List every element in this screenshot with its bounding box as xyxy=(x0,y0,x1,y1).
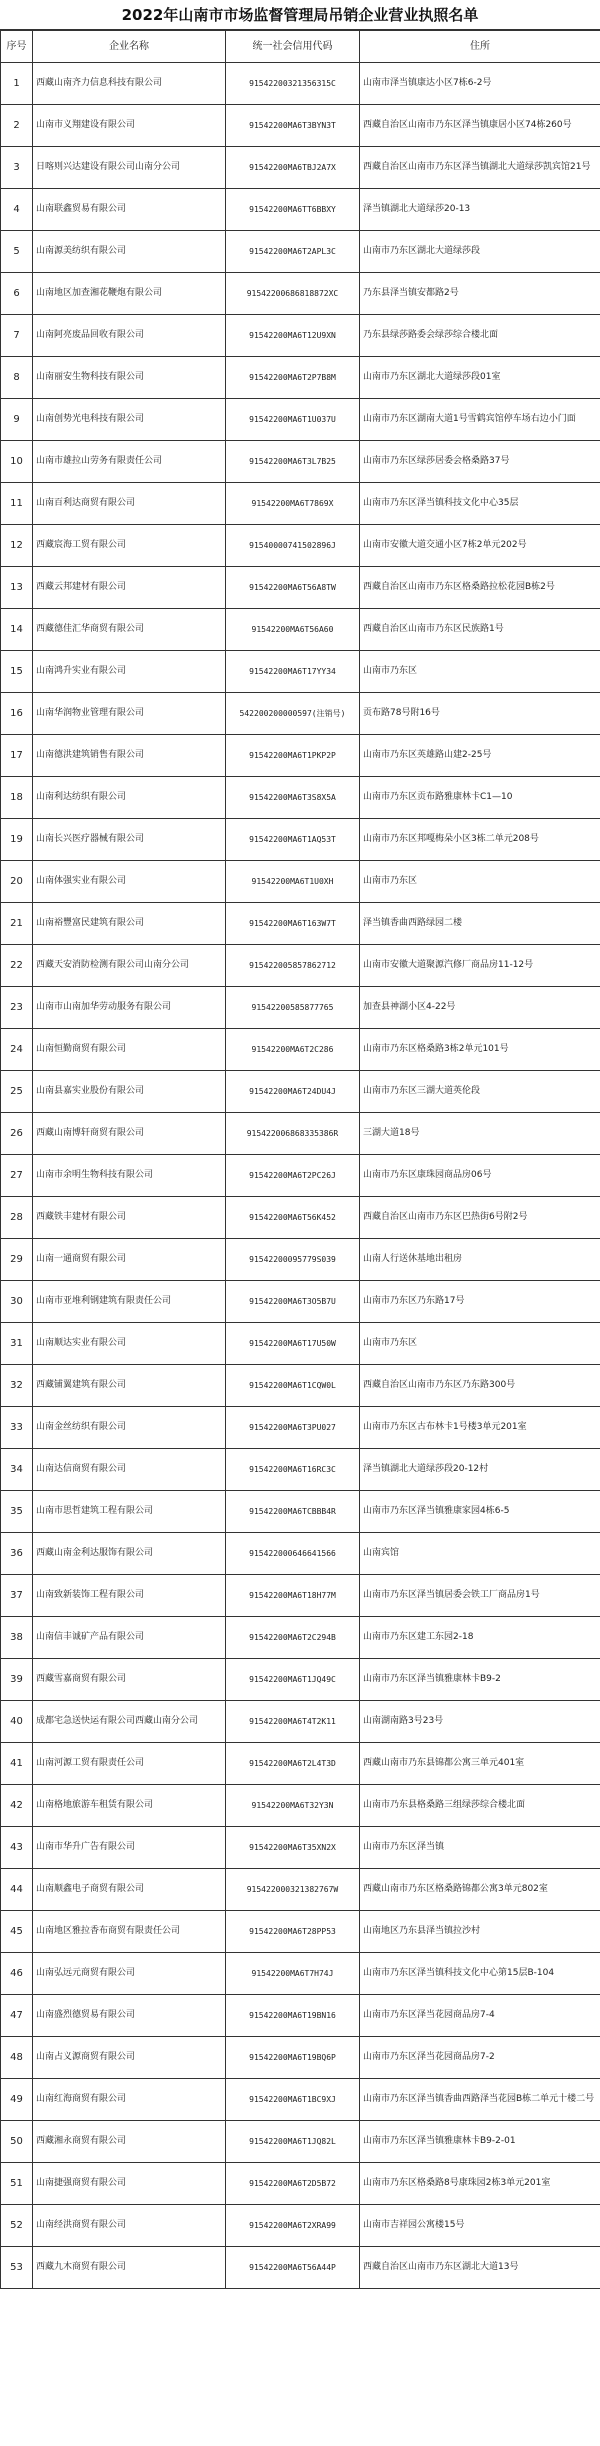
credit-code-cell: 91542200MA6T28PP53 xyxy=(226,1911,360,1953)
company-name-cell: 山南县嘉实业股份有限公司 xyxy=(33,1071,226,1113)
company-name-cell: 山南恒勤商贸有限公司 xyxy=(33,1029,226,1071)
company-name-cell: 西藏铺翼建筑有限公司 xyxy=(33,1365,226,1407)
address-cell: 贡布路78号附16号 xyxy=(360,693,600,735)
credit-code-cell: 91542200MA6T1PKP2P xyxy=(226,735,360,777)
serial-number-cell: 34 xyxy=(1,1449,33,1491)
company-name-cell: 山南红海商贸有限公司 xyxy=(33,2079,226,2121)
credit-code-cell: 91542200MA6T2XRA99 xyxy=(226,2205,360,2247)
company-name-cell: 西藏雪嘉商贸有限公司 xyxy=(33,1659,226,1701)
serial-number-cell: 45 xyxy=(1,1911,33,1953)
serial-number-cell: 23 xyxy=(1,987,33,1029)
company-name-cell: 山南德洪建筑销售有限公司 xyxy=(33,735,226,777)
credit-code-cell: 91542200MA6T35XN2X xyxy=(226,1827,360,1869)
serial-number-cell: 36 xyxy=(1,1533,33,1575)
company-name-cell: 山南创势光电科技有限公司 xyxy=(33,399,226,441)
table-header-row xyxy=(1,31,600,63)
serial-number-cell: 37 xyxy=(1,1575,33,1617)
table-row xyxy=(1,2079,600,2121)
company-name-cell: 山南顺达实业有限公司 xyxy=(33,1323,226,1365)
serial-number-cell: 27 xyxy=(1,1155,33,1197)
serial-number-cell: 10 xyxy=(1,441,33,483)
address-cell: 乃东县泽当镇安都路2号 xyxy=(360,273,600,315)
company-name-cell: 山南金丝纺织有限公司 xyxy=(33,1407,226,1449)
credit-code-cell: 91542200095779S039 xyxy=(226,1239,360,1281)
table-row xyxy=(1,1407,600,1449)
table-row xyxy=(1,651,600,693)
table-row xyxy=(1,1449,600,1491)
company-name-cell: 山南源美纺织有限公司 xyxy=(33,231,226,273)
address-cell: 山南市安徽大道聚源汽修厂商品房11-12号 xyxy=(360,945,600,987)
address-cell: 山南市泽当镇康达小区7栋6-2号 xyxy=(360,63,600,105)
address-cell: 西藏自治区山南市乃东区民族路1号 xyxy=(360,609,600,651)
serial-number-cell: 29 xyxy=(1,1239,33,1281)
serial-number-cell: 14 xyxy=(1,609,33,651)
serial-number-cell: 9 xyxy=(1,399,33,441)
serial-number-cell: 44 xyxy=(1,1869,33,1911)
serial-number-cell: 35 xyxy=(1,1491,33,1533)
serial-number-cell: 20 xyxy=(1,861,33,903)
address-cell: 西藏自治区山南市乃东区格桑路拉松花园B栋2号 xyxy=(360,567,600,609)
table-row xyxy=(1,105,600,147)
serial-number-cell: 50 xyxy=(1,2121,33,2163)
company-name-cell: 山南利达纺织有限公司 xyxy=(33,777,226,819)
table-row xyxy=(1,315,600,357)
serial-number-cell: 28 xyxy=(1,1197,33,1239)
serial-number-cell: 19 xyxy=(1,819,33,861)
address-cell: 山南宾馆 xyxy=(360,1533,600,1575)
serial-number-cell: 16 xyxy=(1,693,33,735)
table-row xyxy=(1,441,600,483)
table-row xyxy=(1,1323,600,1365)
credit-code-cell: 91542200MA6T56K452 xyxy=(226,1197,360,1239)
address-cell: 泽当镇湖北大道绿莎20-13 xyxy=(360,189,600,231)
company-name-cell: 山南河源工贸有限责任公司 xyxy=(33,1743,226,1785)
company-name-cell: 山南达信商贸有限公司 xyxy=(33,1449,226,1491)
serial-number-cell: 4 xyxy=(1,189,33,231)
credit-code-cell: 91542200MA6T1U037U xyxy=(226,399,360,441)
credit-code-cell: 91542200MA6T56A60 xyxy=(226,609,360,651)
credit-code-cell: 91542200MA6T4T2K11 xyxy=(226,1701,360,1743)
company-name-cell: 山南占义源商贸有限公司 xyxy=(33,2037,226,2079)
credit-code-cell: 91542200MA6T2L4T3D xyxy=(226,1743,360,1785)
company-name-cell: 山南经洪商贸有限公司 xyxy=(33,2205,226,2247)
company-name-cell: 山南长兴医疗器械有限公司 xyxy=(33,819,226,861)
address-cell: 山南市乃东区 xyxy=(360,651,600,693)
table-body xyxy=(1,63,600,2289)
table-row xyxy=(1,1953,600,1995)
company-name-cell: 山南盛烈德贸易有限公司 xyxy=(33,1995,226,2037)
address-cell: 西藏自治区山南市乃东区泽当镇康居小区74栋260号 xyxy=(360,105,600,147)
company-name-cell: 山南市山南加华劳动服务有限公司 xyxy=(33,987,226,1029)
address-cell: 山南市乃东区古布林卡1号楼3单元201室 xyxy=(360,1407,600,1449)
table-row xyxy=(1,987,600,1029)
address-cell: 山南市吉祥园公寓楼15号 xyxy=(360,2205,600,2247)
table-row xyxy=(1,2037,600,2079)
credit-code-cell: 91542200MA6T3S8X5A xyxy=(226,777,360,819)
table-row xyxy=(1,861,600,903)
address-cell: 山南湖南路3号23号 xyxy=(360,1701,600,1743)
credit-code-cell: 91542200MA6T56A44P xyxy=(226,2247,360,2289)
table-row xyxy=(1,357,600,399)
credit-code-cell: 915422000646641566 xyxy=(226,1533,360,1575)
address-cell: 山南市乃东区贡布路雅康林卡C1—10 xyxy=(360,777,600,819)
company-name-cell: 山南市亚堆利钢建筑有限责任公司 xyxy=(33,1281,226,1323)
serial-number-cell: 5 xyxy=(1,231,33,273)
serial-number-cell: 49 xyxy=(1,2079,33,2121)
serial-number-cell: 39 xyxy=(1,1659,33,1701)
document-title: 2022年山南市市场监督管理局吊销企业营业执照名单 xyxy=(0,0,600,30)
company-name-cell: 山南一通商贸有限公司 xyxy=(33,1239,226,1281)
company-name-cell: 山南捷强商贸有限公司 xyxy=(33,2163,226,2205)
credit-code-cell: 91542200MA6T2PC26J xyxy=(226,1155,360,1197)
company-name-cell: 山南联鑫贸易有限公司 xyxy=(33,189,226,231)
serial-number-cell: 22 xyxy=(1,945,33,987)
serial-number-cell: 51 xyxy=(1,2163,33,2205)
credit-code-cell: 915422000321382767W xyxy=(226,1869,360,1911)
address-cell: 山南市乃东区湖北大道绿莎段01室 xyxy=(360,357,600,399)
credit-code-cell: 91542200585877765 xyxy=(226,987,360,1029)
table-row xyxy=(1,1827,600,1869)
address-cell: 山南市乃东区泽当花园商品房7-4 xyxy=(360,1995,600,2037)
table-row xyxy=(1,273,600,315)
address-cell: 山南市乃东区 xyxy=(360,1323,600,1365)
address-cell: 山南市乃东区乃东路17号 xyxy=(360,1281,600,1323)
address-cell: 山南人行送休基地出租房 xyxy=(360,1239,600,1281)
table-row xyxy=(1,1869,600,1911)
credit-code-cell: 91542200MA6T24DU4J xyxy=(226,1071,360,1113)
address-cell: 加查县神湖小区4-22号 xyxy=(360,987,600,1029)
table-row xyxy=(1,1617,600,1659)
serial-number-cell: 11 xyxy=(1,483,33,525)
company-name-cell: 山南百利达商贸有限公司 xyxy=(33,483,226,525)
credit-code-cell: 91542200MA6T12U9XN xyxy=(226,315,360,357)
credit-code-cell: 91542200MA6T3O5B7U xyxy=(226,1281,360,1323)
header-credit-code: 统一社会信用代码 xyxy=(226,31,360,63)
serial-number-cell: 12 xyxy=(1,525,33,567)
credit-code-cell: 91542200MA6TCBBB4R xyxy=(226,1491,360,1533)
company-name-cell: 山南市华升广告有限公司 xyxy=(33,1827,226,1869)
serial-number-cell: 42 xyxy=(1,1785,33,1827)
serial-number-cell: 48 xyxy=(1,2037,33,2079)
company-name-cell: 山南顺鑫电子商贸有限公司 xyxy=(33,1869,226,1911)
credit-code-cell: 91542200MA6T19BN16 xyxy=(226,1995,360,2037)
company-name-cell: 山南裕豐富民建筑有限公司 xyxy=(33,903,226,945)
serial-number-cell: 32 xyxy=(1,1365,33,1407)
serial-number-cell: 2 xyxy=(1,105,33,147)
credit-code-cell: 91542200MA6T2P7B8M xyxy=(226,357,360,399)
company-name-cell: 日喀则兴达建设有限公司山南分公司 xyxy=(33,147,226,189)
address-cell: 山南市乃东区格桑路3栋2单元101号 xyxy=(360,1029,600,1071)
table-row xyxy=(1,777,600,819)
credit-code-cell: 91542200MA6T18H77M xyxy=(226,1575,360,1617)
address-cell: 山南市乃东区 xyxy=(360,861,600,903)
table-row xyxy=(1,525,600,567)
address-cell: 山南市乃东区格桑路8号康珠园2栋3单元201室 xyxy=(360,2163,600,2205)
table-row xyxy=(1,483,600,525)
address-cell: 山南市乃东区建工东园2-18 xyxy=(360,1617,600,1659)
company-name-cell: 山南阿亮废品回收有限公司 xyxy=(33,315,226,357)
serial-number-cell: 13 xyxy=(1,567,33,609)
credit-code-cell: 91542200MA6T2D5B72 xyxy=(226,2163,360,2205)
credit-code-cell: 91542200686818872XC xyxy=(226,273,360,315)
address-cell: 山南市乃东区泽当镇科技文化中心第15层B-104 xyxy=(360,1953,600,1995)
table-row xyxy=(1,1575,600,1617)
company-name-cell: 西藏天安消防检测有限公司山南分公司 xyxy=(33,945,226,987)
address-cell: 西藏自治区山南市乃东区巴热街6号附2号 xyxy=(360,1197,600,1239)
serial-number-cell: 47 xyxy=(1,1995,33,2037)
address-cell: 山南市安徽大道交通小区7栋2单元202号 xyxy=(360,525,600,567)
table-row xyxy=(1,2205,600,2247)
credit-code-cell: 91542200MA6T32Y3N xyxy=(226,1785,360,1827)
credit-code-cell: 91542200MA6T1U0XH xyxy=(226,861,360,903)
company-name-cell: 西藏德佳汇华商贸有限公司 xyxy=(33,609,226,651)
serial-number-cell: 8 xyxy=(1,357,33,399)
table-row xyxy=(1,147,600,189)
table-row xyxy=(1,1491,600,1533)
table-row xyxy=(1,2247,600,2289)
address-cell: 山南市乃东区泽当镇 xyxy=(360,1827,600,1869)
address-cell: 西藏山南市乃东县锦都公寓三单元401室 xyxy=(360,1743,600,1785)
header-serial-number: 序号 xyxy=(1,31,33,63)
table-row xyxy=(1,1701,600,1743)
serial-number-cell: 21 xyxy=(1,903,33,945)
credit-code-cell: 542200200000597(注销号) xyxy=(226,693,360,735)
company-name-cell: 山南信丰诚矿产品有限公司 xyxy=(33,1617,226,1659)
table-row xyxy=(1,189,600,231)
table-row xyxy=(1,1197,600,1239)
address-cell: 西藏山南市乃东区格桑路锦都公寓3单元802室 xyxy=(360,1869,600,1911)
credit-code-cell: 91542200MA6T7869X xyxy=(226,483,360,525)
table-row xyxy=(1,1785,600,1827)
table-row xyxy=(1,945,600,987)
company-name-cell: 山南体强实业有限公司 xyxy=(33,861,226,903)
credit-code-cell: 91542200MA6T3L7B25 xyxy=(226,441,360,483)
company-name-cell: 西藏山南博轩商贸有限公司 xyxy=(33,1113,226,1155)
table-row xyxy=(1,1029,600,1071)
address-cell: 山南市乃东区泽当镇香曲西路泽当花园B栋二单元十楼二号 xyxy=(360,2079,600,2121)
address-cell: 西藏自治区山南市乃东区泽当镇湖北大道绿莎凯宾馆21号 xyxy=(360,147,600,189)
company-name-cell: 西藏山南齐力信息科技有限公司 xyxy=(33,63,226,105)
address-cell: 山南市乃东区泽当镇雅康林卡B9-2 xyxy=(360,1659,600,1701)
serial-number-cell: 52 xyxy=(1,2205,33,2247)
serial-number-cell: 43 xyxy=(1,1827,33,1869)
credit-code-cell: 91542200MA6T1CQW0L xyxy=(226,1365,360,1407)
company-name-cell: 山南格地旅游车租赁有限公司 xyxy=(33,1785,226,1827)
serial-number-cell: 41 xyxy=(1,1743,33,1785)
credit-code-cell: 91542200MA6T1BC9XJ xyxy=(226,2079,360,2121)
table-row xyxy=(1,1113,600,1155)
credit-code-cell: 91542200MA6T19BQ6P xyxy=(226,2037,360,2079)
serial-number-cell: 7 xyxy=(1,315,33,357)
credit-code-cell: 915422006868335386R xyxy=(226,1113,360,1155)
table-row xyxy=(1,1239,600,1281)
table-row xyxy=(1,1533,600,1575)
table-row xyxy=(1,693,600,735)
serial-number-cell: 24 xyxy=(1,1029,33,1071)
company-name-cell: 山南地区雅拉香布商贸有限责任公司 xyxy=(33,1911,226,1953)
serial-number-cell: 40 xyxy=(1,1701,33,1743)
address-cell: 山南市乃东区湖北大道绿莎段 xyxy=(360,231,600,273)
credit-code-cell: 91542200MA6T16RC3C xyxy=(226,1449,360,1491)
table-row xyxy=(1,399,600,441)
table-row xyxy=(1,1365,600,1407)
company-name-cell: 山南市雄拉山劳务有限责任公司 xyxy=(33,441,226,483)
serial-number-cell: 26 xyxy=(1,1113,33,1155)
credit-code-cell: 91542200MA6TT6BBXY xyxy=(226,189,360,231)
table-row xyxy=(1,1995,600,2037)
credit-code-cell: 91542200MA6T1JQ82L xyxy=(226,2121,360,2163)
serial-number-cell: 3 xyxy=(1,147,33,189)
credit-code-cell: 91542200MA6T163W7T xyxy=(226,903,360,945)
table-row xyxy=(1,1911,600,1953)
serial-number-cell: 30 xyxy=(1,1281,33,1323)
serial-number-cell: 6 xyxy=(1,273,33,315)
credit-code-cell: 91542200MA6T2APL3C xyxy=(226,231,360,273)
address-cell: 山南市乃东区三湖大道英伦段 xyxy=(360,1071,600,1113)
table-row xyxy=(1,819,600,861)
table-row xyxy=(1,567,600,609)
credit-code-cell: 91540000741502896J xyxy=(226,525,360,567)
address-cell: 三湖大道18号 xyxy=(360,1113,600,1155)
table-row xyxy=(1,2121,600,2163)
address-cell: 山南市乃东区湖南大道1号雪鹤宾馆停车场右边小门面 xyxy=(360,399,600,441)
table-row xyxy=(1,903,600,945)
credit-code-cell: 91542200MA6T17YY34 xyxy=(226,651,360,693)
table-row xyxy=(1,1155,600,1197)
serial-number-cell: 46 xyxy=(1,1953,33,1995)
credit-code-cell: 91542200MA6T2C286 xyxy=(226,1029,360,1071)
address-cell: 山南市乃东区绿莎居委会格桑路37号 xyxy=(360,441,600,483)
company-name-cell: 山南致新装饰工程有限公司 xyxy=(33,1575,226,1617)
address-cell: 乃东县绿莎路委会绿莎综合楼北面 xyxy=(360,315,600,357)
credit-code-cell: 91542200MA6T7H74J xyxy=(226,1953,360,1995)
table-row xyxy=(1,735,600,777)
company-name-cell: 西藏铁丰建材有限公司 xyxy=(33,1197,226,1239)
credit-code-cell: 91542200MA6T3PU027 xyxy=(226,1407,360,1449)
revoked-license-table xyxy=(0,30,600,2289)
serial-number-cell: 53 xyxy=(1,2247,33,2289)
serial-number-cell: 33 xyxy=(1,1407,33,1449)
company-name-cell: 山南地区加查湘花鞭炮有限公司 xyxy=(33,273,226,315)
company-name-cell: 西藏山南金利达服饰有限公司 xyxy=(33,1533,226,1575)
table-row xyxy=(1,1071,600,1113)
company-name-cell: 山南市思哲建筑工程有限公司 xyxy=(33,1491,226,1533)
address-cell: 西藏自治区山南市乃东区湖北大道13号 xyxy=(360,2247,600,2289)
credit-code-cell: 915422005857862712 xyxy=(226,945,360,987)
company-name-cell: 山南丽安生物科技有限公司 xyxy=(33,357,226,399)
address-cell: 泽当镇湖北大道绿莎段20-12村 xyxy=(360,1449,600,1491)
address-cell: 泽当镇香曲西路绿园二楼 xyxy=(360,903,600,945)
table-row xyxy=(1,1659,600,1701)
credit-code-cell: 91542200MA6T1JQ49C xyxy=(226,1659,360,1701)
company-name-cell: 西藏湘永商贸有限公司 xyxy=(33,2121,226,2163)
credit-code-cell: 91542200MA6TBJ2A7X xyxy=(226,147,360,189)
serial-number-cell: 15 xyxy=(1,651,33,693)
header-address: 住所 xyxy=(360,31,600,63)
table-row xyxy=(1,2163,600,2205)
address-cell: 山南市乃东区泽当花园商品房7-2 xyxy=(360,2037,600,2079)
credit-code-cell: 91542200MA6T2C294B xyxy=(226,1617,360,1659)
address-cell: 山南市乃东区泽当镇科技文化中心35层 xyxy=(360,483,600,525)
address-cell: 西藏自治区山南市乃东区乃东路300号 xyxy=(360,1365,600,1407)
address-cell: 山南市乃东区邦嘎梅朵小区3栋二单元208号 xyxy=(360,819,600,861)
address-cell: 山南市乃东区泽当镇居委会铁工厂商品房1号 xyxy=(360,1575,600,1617)
company-name-cell: 山南弘远元商贸有限公司 xyxy=(33,1953,226,1995)
header-company-name: 企业名称 xyxy=(33,31,226,63)
table-row xyxy=(1,1743,600,1785)
address-cell: 山南市乃东区英雄路山建2-25号 xyxy=(360,735,600,777)
address-cell: 山南市乃东区泽当镇雅康林卡B9-2-01 xyxy=(360,2121,600,2163)
serial-number-cell: 17 xyxy=(1,735,33,777)
company-name-cell: 山南鸿升实业有限公司 xyxy=(33,651,226,693)
address-cell: 山南市乃东县格桑路三组绿莎综合楼北面 xyxy=(360,1785,600,1827)
address-cell: 山南地区乃东县泽当镇拉沙村 xyxy=(360,1911,600,1953)
serial-number-cell: 18 xyxy=(1,777,33,819)
company-name-cell: 山南市义翔建设有限公司 xyxy=(33,105,226,147)
company-name-cell: 西藏九木商贸有限公司 xyxy=(33,2247,226,2289)
table-row xyxy=(1,63,600,105)
serial-number-cell: 25 xyxy=(1,1071,33,1113)
credit-code-cell: 91542200MA6T56A8TW xyxy=(226,567,360,609)
credit-code-cell: 91542200MA6T1AQ53T xyxy=(226,819,360,861)
serial-number-cell: 31 xyxy=(1,1323,33,1365)
company-name-cell: 西藏宸海工贸有限公司 xyxy=(33,525,226,567)
credit-code-cell: 91542200321356315C xyxy=(226,63,360,105)
company-name-cell: 成都宅急送快运有限公司西藏山南分公司 xyxy=(33,1701,226,1743)
credit-code-cell: 91542200MA6T17U50W xyxy=(226,1323,360,1365)
company-name-cell: 西藏云邦建材有限公司 xyxy=(33,567,226,609)
serial-number-cell: 38 xyxy=(1,1617,33,1659)
serial-number-cell: 1 xyxy=(1,63,33,105)
credit-code-cell: 91542200MA6T3BYN3T xyxy=(226,105,360,147)
address-cell: 山南市乃东区泽当镇雅康家园4栋6-5 xyxy=(360,1491,600,1533)
table-row xyxy=(1,231,600,273)
company-name-cell: 山南市余明生物科技有限公司 xyxy=(33,1155,226,1197)
table-row xyxy=(1,609,600,651)
table-row xyxy=(1,1281,600,1323)
company-name-cell: 山南华润物业管理有限公司 xyxy=(33,693,226,735)
address-cell: 山南市乃东区康珠园商品房06号 xyxy=(360,1155,600,1197)
